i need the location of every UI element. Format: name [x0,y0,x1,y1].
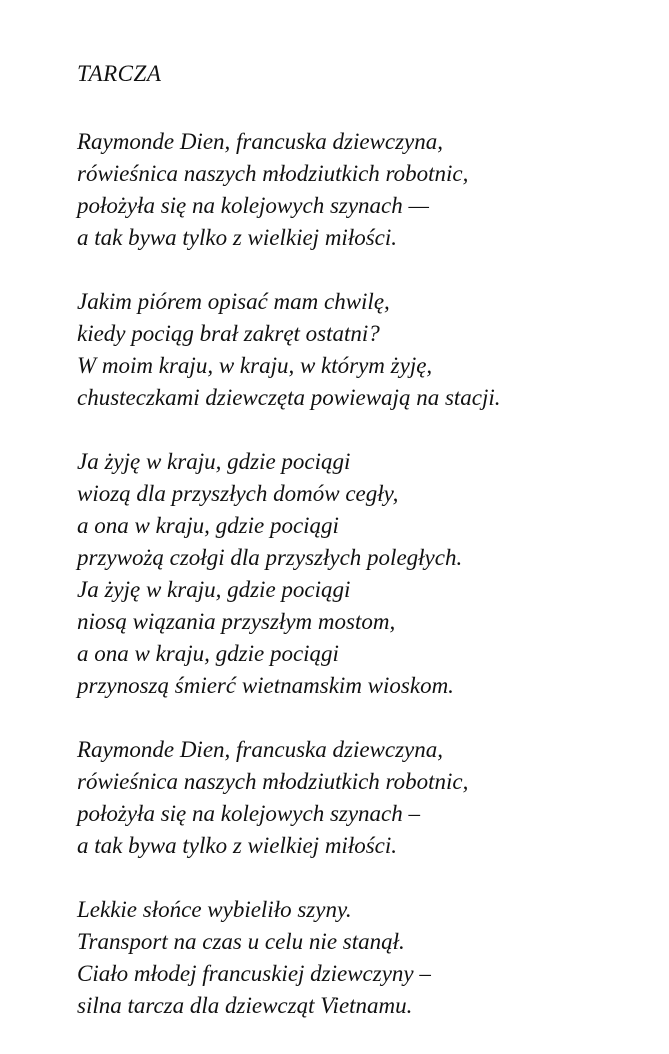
poem-line: Ciało młodej francuskiej dziewczyny – [77,961,431,986]
poem-line: a tak bywa tylko z wielkiej miłości. [77,833,398,858]
poem-line: chusteczkami dziewczęta powiewają na stacji. [77,385,501,410]
poem-line: Jakim piórem opisać mam chwilę, [77,289,390,314]
poem-line: a tak bywa tylko z wielkiej miłości. [77,225,398,250]
stanza-5 [77,894,657,1022]
stanza-1 [77,126,657,254]
poem-line: kiedy pociąg brał zakręt ostatni? [77,321,380,346]
poem-line: a ona w kraju, gdzie pociągi [77,513,339,538]
poem-line: położyła się na kolejowych szynach – [77,801,421,826]
poem-line: Lekkie słońce wybieliło szyny. [77,897,352,922]
poem-line: Transport na czas u celu nie stanął. [77,929,405,954]
stanza-3 [77,446,657,702]
poem-line: wiozą dla przyszłych domów cegły, [77,481,399,506]
stanza-2 [77,286,657,414]
poem-line: rówieśnica naszych młodziutkich robotnic, [77,161,469,186]
poem-line: położyła się na kolejowych szynach — [77,193,429,218]
poem-line: Ja żyję w kraju, gdzie pociągi [77,577,351,602]
poem-line: przywożą czołgi dla przyszłych poległych. [77,545,463,570]
poem-line: a ona w kraju, gdzie pociągi [77,641,339,666]
poem-line: W moim kraju, w kraju, w którym żyję, [77,353,433,378]
poem-page [77,58,657,1054]
poem-line: Ja żyję w kraju, gdzie pociągi [77,449,351,474]
stanza-4 [77,734,657,862]
poem-line: niosą wiązania przyszłym mostom, [77,609,396,634]
poem-line: silna tarcza dla dziewcząt Vietnamu. [77,993,413,1018]
poem-line: rówieśnica naszych młodziutkich robotnic, [77,769,469,794]
poem-line: przynoszą śmierć wietnamskim wioskom. [77,673,454,698]
poem-line: Raymonde Dien, francuska dziewczyna, [77,129,444,154]
poem-title: TARCZA [77,61,162,86]
poem-line: Raymonde Dien, francuska dziewczyna, [77,737,444,762]
